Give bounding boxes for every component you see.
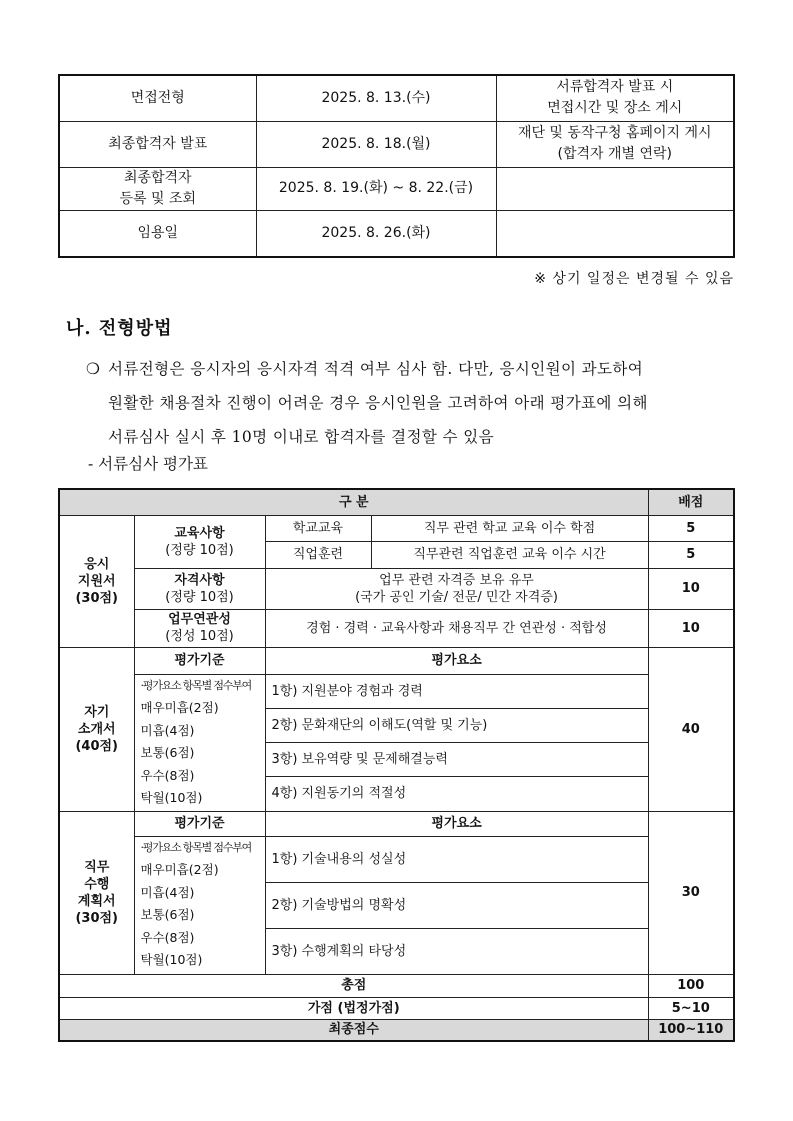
eval-item: 4항) 지원동기의 적절성	[265, 776, 648, 811]
eval-item: 1항) 기술내용의 성실성	[265, 836, 648, 882]
total-row	[59, 974, 734, 997]
schedule-note	[496, 210, 734, 257]
name-line: 계획서	[77, 893, 116, 909]
name-line: (30점)	[75, 590, 119, 606]
rel-sub: (정성 10점)	[165, 629, 234, 644]
schedule-date: 2025. 8. 19.(화) ~ 8. 22.(금)	[256, 167, 496, 210]
table-row	[59, 647, 734, 674]
rel-score: 10	[648, 609, 734, 647]
eval-item: 3항) 수행계획의 타당성	[265, 928, 648, 974]
section-app-name	[59, 515, 134, 647]
name-line: (40점)	[75, 738, 119, 754]
table-row	[59, 609, 734, 647]
criteria-header: 평가기준	[134, 647, 265, 674]
bonus-score: 5~10	[648, 997, 734, 1019]
schedule-row	[59, 167, 734, 210]
schedule-row	[59, 121, 734, 167]
criteria-header: 평가기준	[134, 811, 265, 836]
cert-desc-line: 업무 관련 자격증 보유 유무	[379, 572, 534, 588]
name-line: (30점)	[75, 910, 119, 926]
score-levels	[134, 836, 265, 974]
rel-desc: 경험 · 경력 · 교육사항과 채용직무 간 연관성 · 적합성	[265, 609, 648, 647]
eval-item: 1항) 지원분야 경험과 경력	[265, 674, 648, 708]
edu-desc: 직무 관련 학교 교육 이수 학점	[371, 515, 648, 541]
level-item: 미흡(4점)	[140, 884, 195, 900]
schedule-stage: 최종합격자 발표	[59, 121, 256, 167]
stage-line: 등록 및 조회	[119, 190, 197, 207]
section-intro-name	[59, 647, 134, 811]
schedule-row	[59, 210, 734, 257]
note-line: (합격자 개별 연락)	[557, 146, 672, 162]
total-score: 100	[648, 974, 734, 997]
elements-header: 평가요소	[265, 647, 648, 674]
final-label: 최종점수	[59, 1019, 648, 1041]
evaluation-table-label: - 서류심사 평가표	[88, 455, 208, 473]
name-line: 수행	[84, 876, 110, 892]
level-item: 탁월(10점)	[140, 952, 203, 967]
total-label: 총점	[59, 974, 648, 997]
edu-type: 직업훈련	[265, 541, 371, 568]
score-levels	[134, 674, 265, 811]
eval-item: 2항) 기술방법의 명확성	[265, 882, 648, 928]
cert-score: 10	[648, 568, 734, 609]
name-line: 소개서	[77, 721, 116, 737]
schedule-note	[496, 75, 734, 121]
schedule-note	[496, 167, 734, 210]
bonus-row	[59, 997, 734, 1019]
selection-paragraph	[86, 352, 746, 454]
table-row	[59, 515, 734, 541]
name-line: 응시	[84, 556, 110, 572]
section-plan-name	[59, 811, 134, 974]
level-item: ·평가요소 항목별 점수부여	[140, 840, 252, 854]
bullet-icon: ❍	[86, 360, 100, 378]
rel-title: 업무연관성	[168, 612, 231, 627]
edu-title: 교육사항	[174, 525, 225, 541]
elements-header: 평가요소	[265, 811, 648, 836]
bonus-label: 가점 (법정가점)	[59, 997, 648, 1019]
table-row	[59, 674, 734, 708]
rel-cell	[134, 609, 265, 647]
score-header: 배점	[648, 489, 734, 515]
edu-score: 5	[648, 515, 734, 541]
level-item: 매우미흡(2점)	[140, 700, 219, 715]
edu-desc: 직무관련 직업훈련 교육 이수 시간	[371, 541, 648, 568]
intro-score: 40	[648, 647, 734, 811]
level-item: 미흡(4점)	[140, 722, 195, 738]
table-row	[59, 836, 734, 882]
level-item: 우수(8점)	[140, 929, 195, 945]
level-item: 보통(6점)	[140, 745, 195, 760]
schedule-stage: 임용일	[59, 210, 256, 257]
cert-title: 자격사항	[174, 572, 225, 588]
level-item: ·평가요소 항목별 점수부여	[140, 678, 252, 692]
edu-cell	[134, 515, 265, 568]
schedule-row	[59, 75, 734, 121]
schedule-date: 2025. 8. 18.(월)	[256, 121, 496, 167]
note-line: 면접시간 및 장소 게시	[547, 100, 683, 117]
table-row	[59, 811, 734, 836]
cert-desc	[265, 568, 648, 609]
level-item: 우수(8점)	[140, 767, 195, 783]
paragraph-line: 서류전형은 응시자의 응시자격 적격 여부 심사 함. 다만, 응시인원이 과도하여	[108, 360, 644, 378]
schedule-stage	[59, 167, 256, 210]
cert-sub: (정량 10점)	[165, 589, 234, 605]
eval-item: 3항) 보유역량 및 문제해결능력	[265, 742, 648, 776]
cert-desc-line: (국가 공인 기술/ 전문/ 민간 자격증)	[355, 589, 558, 605]
schedule-date: 2025. 8. 13.(수)	[256, 75, 496, 121]
level-item: 탁월(10점)	[140, 790, 203, 805]
schedule-note	[496, 121, 734, 167]
note-line: 서류합격자 발표 시	[556, 79, 674, 96]
name-line: 직무	[84, 859, 110, 875]
note-line: 재단 및 동작구청 홈페이지 게시	[517, 125, 712, 141]
eval-item: 2항) 문화재단의 이해도(역할 및 기능)	[265, 708, 648, 742]
schedule-stage: 면접전형	[59, 75, 256, 121]
schedule-date: 2025. 8. 26.(화)	[256, 210, 496, 257]
evaluation-table	[58, 488, 735, 1042]
table-row	[59, 568, 734, 609]
schedule-table	[58, 74, 735, 258]
paragraph-line: 원활한 채용절차 진행이 어려운 경우 응시인원을 고려하여 아래 평가표에 의해	[108, 394, 648, 412]
edu-sub: (정량 10점)	[165, 542, 234, 558]
name-line: 지원서	[77, 573, 116, 589]
plan-score: 30	[648, 811, 734, 974]
name-line: 자기	[84, 704, 110, 720]
final-score: 100~110	[648, 1019, 734, 1041]
cert-cell	[134, 568, 265, 609]
edu-score: 5	[648, 541, 734, 568]
level-item: 매우미흡(2점)	[140, 862, 219, 877]
category-header: 구 분	[59, 489, 648, 515]
final-row	[59, 1019, 734, 1041]
stage-line: 최종합격자	[123, 169, 192, 186]
edu-type: 학교교육	[265, 515, 371, 541]
schedule-note-text: ※ 상기 일정은 변경될 수 있음	[534, 271, 734, 287]
table-header-row	[59, 489, 734, 515]
section-title: 나. 전형방법	[66, 318, 173, 339]
level-item: 보통(6점)	[140, 907, 195, 922]
paragraph-line: 서류심사 실시 후 10명 이내로 합격자를 결정할 수 있음	[108, 428, 494, 446]
